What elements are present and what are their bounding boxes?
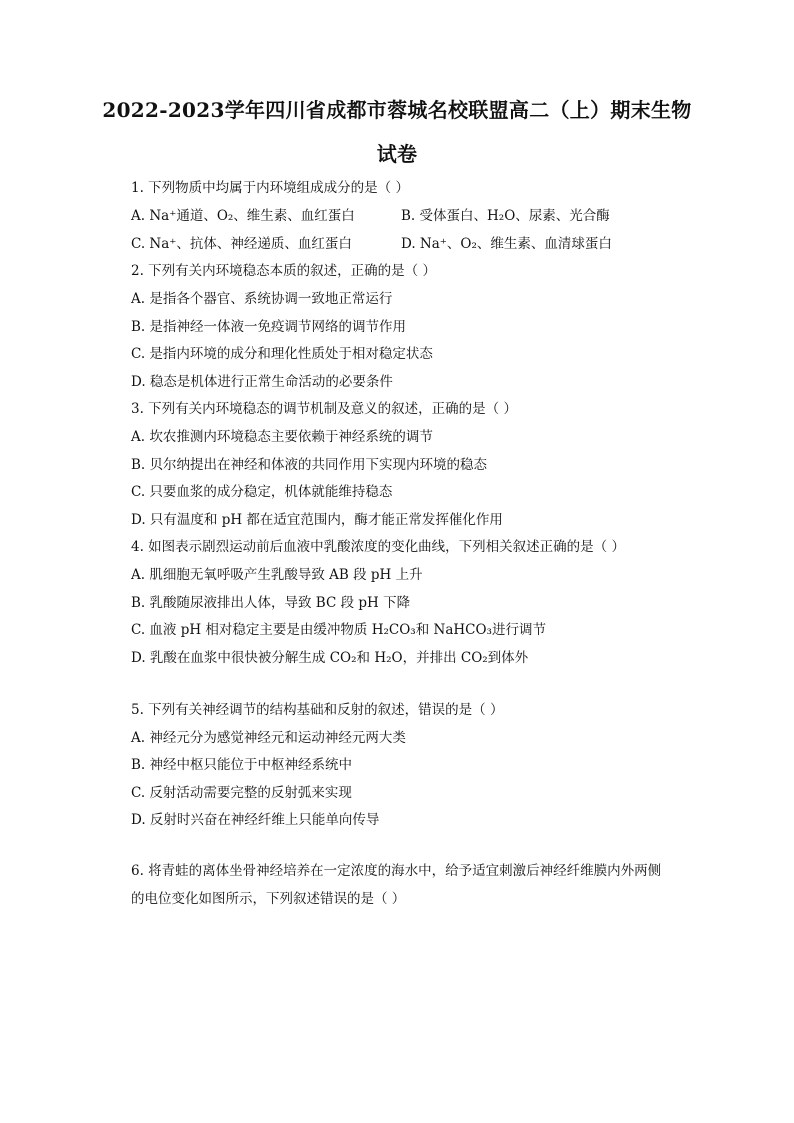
question-5-option-b: B. 神经中枢只能位于中枢神经系统中 <box>131 757 353 773</box>
document-title-line-1: 2022-2023学年四川省成都市蓉城名校联盟高二（上）期末生物 <box>102 98 692 122</box>
question-2-stem: 2. 下列有关内环境稳态本质的叙述，正确的是（ ） <box>131 263 436 279</box>
question-1-options-row-2 <box>131 235 612 253</box>
question-4-option-c: C. 血液 pH 相对稳定主要是由缓冲物质 H₂CO₃和 NaHCO₃进行调节 <box>131 622 546 638</box>
question-1-option-b: B. 受体蛋白、H₂O、尿素、光合酶 <box>401 208 610 224</box>
question-1-option-d: D. Na⁺、O₂、维生素、血清球蛋白 <box>401 236 612 252</box>
question-2-option-c: C. 是指内环境的成分和理化性质处于相对稳定状态 <box>131 346 433 362</box>
question-1-stem: 1. 下列物质中均属于内环境组成成分的是（ ） <box>131 180 409 196</box>
question-3-option-b: B. 贝尔纳提出在神经和体液的共同作用下实现内环境的稳态 <box>131 457 488 473</box>
question-5-option-c: C. 反射活动需要完整的反射弧来实现 <box>131 785 352 801</box>
question-3-option-c: C. 只要血浆的成分稳定，机体就能维持稳态 <box>131 484 393 500</box>
question-5-option-a: A. 神经元分为感觉神经元和运动神经元两大类 <box>131 730 406 746</box>
question-2-option-a: A. 是指各个器官、系统协调一致地正常运行 <box>131 291 393 307</box>
question-6-stem-line-1: 6. 将青蛙的离体坐骨神经培养在一定浓度的海水中，给予适宜刺激后神经纤维膜内外两侧 <box>131 863 662 879</box>
question-1-options-row-1 <box>131 207 610 225</box>
question-6-stem-line-2: 的电位变化如图所示，下列叙述错误的是（ ） <box>131 891 406 907</box>
question-4-stem: 4. 如图表示剧烈运动前后血液中乳酸浓度的变化曲线，下列相关叙述正确的是（ ） <box>131 539 625 555</box>
question-4-option-d: D. 乳酸在血浆中很快被分解生成 CO₂和 H₂O，并排出 CO₂到体外 <box>131 650 529 666</box>
question-1-option-c: C. Na⁺、抗体、神经递质、血红蛋白 <box>131 236 352 252</box>
question-3-stem: 3. 下列有关内环境稳态的调节机制及意义的叙述，正确的是（ ） <box>131 401 517 417</box>
question-1-option-a: A. Na⁺通道、O₂、维生素、血红蛋白 <box>131 208 355 224</box>
question-2-option-d: D. 稳态是机体进行正常生命活动的必要条件 <box>131 374 393 390</box>
question-5-option-d: D. 反射时兴奋在神经纤维上只能单向传导 <box>131 812 380 828</box>
document-title-line-2: 试卷 <box>376 142 418 166</box>
question-2-option-b: B. 是指神经一体液一免疫调节网络的调节作用 <box>131 319 407 335</box>
question-4-option-a: A. 肌细胞无氧呼吸产生乳酸导致 AB 段 pH 上升 <box>131 567 423 583</box>
question-5-stem: 5. 下列有关神经调节的结构基础和反射的叙述，错误的是（ ） <box>131 702 504 718</box>
question-3-option-d: D. 只有温度和 pH 都在适宜范围内，酶才能正常发挥催化作用 <box>131 512 503 528</box>
question-4-option-b: B. 乳酸随尿液排出人体，导致 BC 段 pH 下降 <box>131 595 411 611</box>
question-3-option-a: A. 坎农推测内环境稳态主要依赖于神经系统的调节 <box>131 429 433 445</box>
